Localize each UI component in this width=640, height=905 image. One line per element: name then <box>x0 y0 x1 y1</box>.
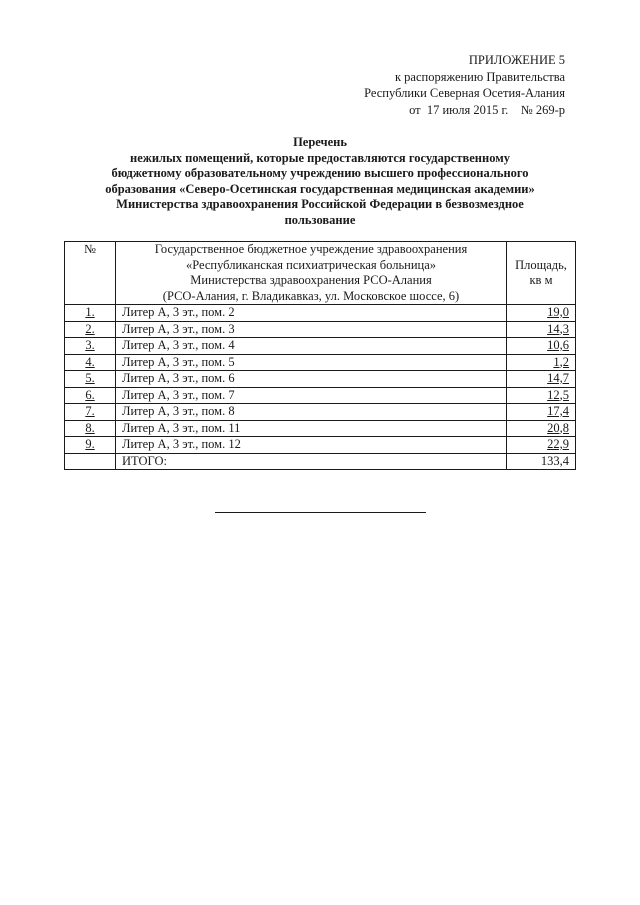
row-number-value: 2. <box>85 321 95 336</box>
row-number-value: 6. <box>85 387 95 402</box>
table-row <box>65 354 576 371</box>
row-premise: Литер А, 3 эт., пом. 4 <box>116 338 507 355</box>
row-premise: Литер А, 3 эт., пом. 5 <box>116 354 507 371</box>
row-area-value: 12,5 <box>547 387 569 402</box>
header-institution <box>116 242 507 305</box>
row-premise: Литер А, 3 эт., пом. 8 <box>116 404 507 421</box>
table-row <box>65 305 576 322</box>
row-area-value: 19,0 <box>547 305 569 319</box>
table-row <box>65 437 576 454</box>
row-number <box>65 305 116 322</box>
row-number <box>65 321 116 338</box>
row-premise: Литер А, 3 эт., пом. 3 <box>116 321 507 338</box>
row-number-value: 5. <box>85 371 95 385</box>
row-number <box>65 387 116 404</box>
row-number <box>65 371 116 388</box>
row-area <box>507 305 576 322</box>
row-area-value: 10,6 <box>547 338 569 352</box>
title-line-2: нежилых помещений, которые предоставляются государственному <box>130 150 510 165</box>
row-premise: Литер А, 3 эт., пом. 2 <box>116 305 507 322</box>
row-area <box>507 404 576 421</box>
row-area <box>507 321 576 338</box>
title-line-5: Министерства здравоохранения Российской Федерации в безвозмездное <box>116 197 524 211</box>
total-area: 133,4 <box>507 453 576 470</box>
table-row <box>65 420 576 437</box>
row-area <box>507 387 576 404</box>
header-area <box>507 242 576 305</box>
row-area <box>507 338 576 355</box>
header-area-line-2: кв м <box>529 273 553 287</box>
table-row <box>65 387 576 404</box>
header-institution-line-3: Министерства здравоохранения РСО-Алания <box>190 273 432 287</box>
row-number-value: 9. <box>85 437 95 451</box>
table-total-row <box>65 453 576 470</box>
header-number: № <box>65 242 116 305</box>
row-number-value: 3. <box>85 338 95 352</box>
row-premise: Литер А, 3 эт., пом. 11 <box>116 420 507 437</box>
document-title <box>60 135 580 228</box>
row-number-value: 7. <box>85 404 95 418</box>
row-area-value: 20,8 <box>547 420 569 435</box>
table-row <box>65 404 576 421</box>
title-line-3: бюджетному образовательному учреждению высшего профессионального <box>111 166 529 180</box>
row-area-value: 14,3 <box>547 321 569 336</box>
header-area-line-1: Площадь, <box>515 257 567 272</box>
appendix-date-number: от 17 июля 2015 г. № 269-р <box>409 102 565 117</box>
row-premise: Литер А, 3 эт., пом. 12 <box>116 437 507 454</box>
total-number-cell <box>65 453 116 470</box>
header-institution-line-4: (РСО-Алания, г. Владикавказ, ул. Московское шоссе, 6) <box>162 288 460 303</box>
row-area-value: 17,4 <box>547 404 569 418</box>
header-institution-line-2: «Республиканская психиатрическая больница» <box>185 257 437 272</box>
table-row <box>65 321 576 338</box>
appendix-reference: к распоряжению Правительства <box>394 69 565 84</box>
row-number-value: 4. <box>85 354 95 369</box>
row-number-value: 8. <box>85 420 95 435</box>
header-institution-line-1: Государственное бюджетное учреждение здравоохранения <box>154 242 468 256</box>
row-premise: Литер А, 3 эт., пом. 7 <box>116 387 507 404</box>
row-area <box>507 354 576 371</box>
table-header-row <box>65 242 576 305</box>
title-line-1: Перечень <box>293 135 347 149</box>
row-number <box>65 404 116 421</box>
appendix-number: ПРИЛОЖЕНИЕ 5 <box>468 53 565 67</box>
table-row <box>65 371 576 388</box>
row-area-value: 14,7 <box>547 371 569 385</box>
appendix-government: Республики Северная Осетия-Алания <box>364 86 565 100</box>
appendix-header <box>364 52 565 118</box>
row-premise: Литер А, 3 эт., пом. 6 <box>116 371 507 388</box>
closing-separator-line <box>215 512 426 513</box>
row-area <box>507 371 576 388</box>
row-number <box>65 437 116 454</box>
title-line-6: пользование <box>284 212 356 227</box>
row-number-value: 1. <box>85 305 95 319</box>
row-area-value: 1,2 <box>553 354 569 369</box>
row-number <box>65 420 116 437</box>
row-number <box>65 354 116 371</box>
row-number <box>65 338 116 355</box>
total-label: ИТОГО: <box>116 453 507 470</box>
row-area <box>507 420 576 437</box>
premises-table <box>64 241 576 470</box>
row-area <box>507 437 576 454</box>
title-line-4: образования «Северо-Осетинская государственная медицинская академии» <box>105 181 535 196</box>
table-row <box>65 338 576 355</box>
row-area-value: 22,9 <box>547 437 569 451</box>
